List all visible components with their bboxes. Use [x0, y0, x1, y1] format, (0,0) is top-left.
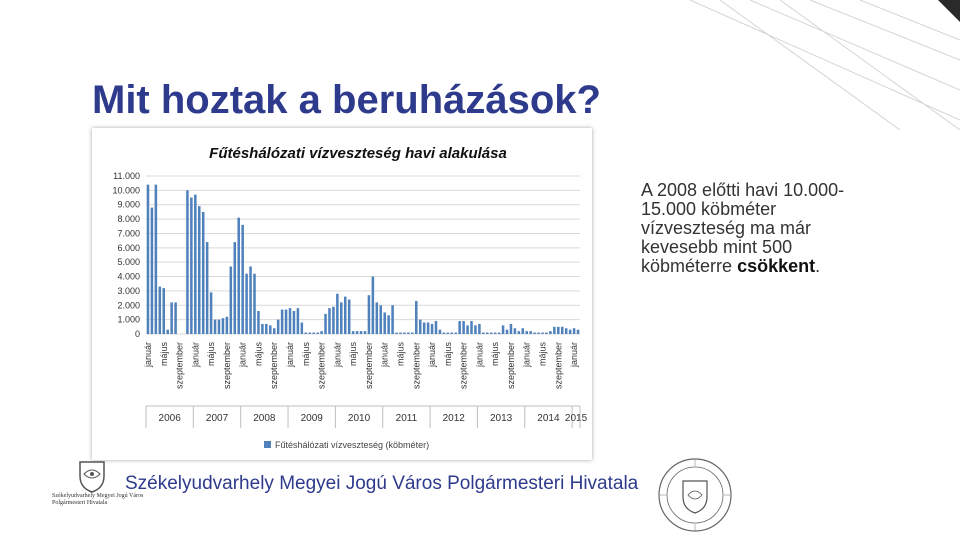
bar	[529, 331, 532, 334]
month-tick-label: szeptember	[363, 342, 374, 390]
year-label: 2007	[205, 413, 229, 424]
bar	[297, 308, 300, 334]
month-tick-label: szeptember	[553, 342, 564, 390]
bar	[494, 333, 497, 334]
year-label: 2008	[253, 413, 276, 424]
month-tick-label: január	[521, 342, 532, 368]
bar	[285, 310, 288, 334]
bar	[458, 321, 461, 334]
bar	[202, 212, 205, 334]
month-tick-label: május	[537, 342, 548, 367]
slide-title: Mit hoztak a beruházások?	[92, 78, 601, 122]
bar	[431, 324, 434, 334]
bar	[573, 328, 576, 334]
bar	[198, 206, 201, 334]
bar-series	[147, 185, 580, 334]
bar	[514, 328, 517, 334]
year-label: 2006	[158, 413, 181, 424]
bar	[498, 333, 501, 334]
bar	[320, 331, 323, 334]
bar	[245, 274, 248, 334]
y-tick-label: 0	[134, 329, 140, 339]
bar	[502, 325, 505, 334]
bar	[439, 330, 442, 334]
bar	[577, 330, 580, 334]
bar	[332, 307, 335, 334]
bar	[257, 311, 260, 334]
bar	[557, 327, 560, 334]
month-tick-label: szeptember	[269, 342, 280, 390]
bar	[541, 333, 544, 334]
month-tick-label: január	[237, 342, 248, 368]
bar	[454, 333, 457, 334]
y-tick-label: 3.000	[117, 285, 140, 296]
bar	[352, 331, 355, 334]
bar	[194, 195, 197, 334]
chart-container	[92, 128, 592, 460]
legend	[264, 440, 429, 450]
bar	[190, 198, 193, 334]
bar	[451, 333, 454, 334]
month-tick-label: január	[569, 342, 580, 368]
month-tick-label: január	[332, 342, 343, 368]
bar	[305, 333, 308, 334]
bar	[478, 324, 481, 334]
month-tick-label: május	[490, 342, 501, 367]
summary-main: A 2008 előtti havi 10.000-15.000 köbméter vízveszteség ma már kevesebb mint 500 köbméterre	[641, 180, 845, 276]
bar	[490, 333, 493, 334]
bar	[277, 320, 280, 334]
water-loss-bar-chart	[92, 128, 592, 460]
bar	[218, 320, 221, 334]
bar	[316, 333, 319, 334]
month-tick-label: január	[379, 342, 390, 368]
bar	[466, 325, 469, 334]
bar	[324, 314, 327, 334]
bar	[364, 331, 367, 334]
bar	[569, 330, 572, 334]
bar	[360, 331, 363, 334]
bar	[301, 323, 304, 334]
month-tick-label: január	[142, 342, 153, 368]
decorative-lines	[660, 0, 960, 130]
bar	[423, 323, 426, 334]
chart-title: Fűtéshálózati vízveszteség havi alakulása	[209, 145, 507, 162]
summary-tail: .	[815, 256, 821, 276]
bar	[312, 333, 315, 334]
bar	[510, 324, 513, 334]
bar	[553, 327, 556, 334]
bar	[462, 321, 465, 334]
bar	[340, 302, 343, 334]
bar	[174, 302, 177, 334]
bar	[261, 324, 264, 334]
y-tick-label: 4.000	[117, 271, 140, 282]
bar	[506, 330, 509, 334]
bar	[186, 190, 189, 334]
year-label: 2013	[489, 413, 513, 424]
y-tick-label: 2.000	[117, 300, 140, 311]
month-tick-label: május	[442, 342, 453, 367]
y-tick-label: 5.000	[117, 257, 140, 268]
bar	[376, 302, 379, 334]
legend-label: Fűtéshálózati vízveszteség (köbméter)	[275, 440, 430, 450]
bar	[159, 287, 162, 334]
y-axis	[112, 171, 140, 339]
bar	[565, 328, 568, 334]
month-tick-label: szeptember	[505, 342, 516, 390]
coat-of-arms-icon	[72, 458, 112, 494]
bar	[253, 274, 256, 334]
bar	[348, 300, 351, 334]
bar	[407, 333, 410, 334]
month-tick-label: május	[206, 342, 217, 367]
y-tick-label: 9.000	[117, 199, 140, 210]
y-tick-label: 11.000	[113, 171, 140, 181]
x-axis-years	[146, 406, 588, 428]
bar	[147, 185, 150, 334]
bar	[474, 325, 477, 334]
y-tick-label: 10.000	[112, 185, 140, 196]
bar	[419, 320, 422, 334]
bar	[368, 295, 371, 334]
bar	[447, 333, 450, 334]
month-tick-label: szeptember	[221, 342, 232, 390]
y-tick-label: 8.000	[117, 214, 140, 225]
bar	[356, 331, 359, 334]
bar	[308, 333, 311, 334]
summary-text	[641, 181, 881, 276]
bar	[222, 318, 225, 334]
bar	[435, 321, 438, 334]
bar	[411, 333, 414, 334]
bar	[234, 242, 237, 334]
corner-triangle	[938, 0, 960, 22]
bar	[170, 302, 173, 334]
bar	[336, 294, 339, 334]
bar	[210, 292, 213, 334]
month-tick-label: szeptember	[316, 342, 327, 390]
month-tick-label: május	[395, 342, 406, 367]
y-tick-label: 7.000	[117, 228, 140, 239]
bar	[525, 331, 528, 334]
month-tick-label: január	[285, 342, 296, 368]
footer-text: Székelyudvarhely Megyei Jogú Város Polgármesteri Hivatala	[125, 473, 639, 494]
bar	[482, 333, 485, 334]
bar	[269, 325, 272, 334]
bar	[151, 208, 154, 334]
month-tick-label: január	[427, 342, 438, 368]
bar	[273, 328, 276, 334]
month-tick-label: január	[190, 342, 201, 368]
bar	[470, 321, 473, 334]
bar	[415, 301, 418, 334]
bar	[443, 333, 446, 334]
bar	[486, 333, 489, 334]
bar	[289, 308, 292, 334]
bar	[533, 333, 536, 334]
left-logo-caption-line1: Székelyudvarhely Megyei Jogú Város	[52, 493, 144, 499]
bar	[427, 323, 430, 334]
legend-swatch	[264, 441, 271, 448]
bar	[383, 312, 386, 334]
bar	[281, 310, 284, 334]
left-logo-caption	[52, 493, 143, 507]
bar	[265, 324, 268, 334]
bar	[226, 317, 229, 334]
month-tick-label: május	[158, 342, 169, 367]
city-seal-icon	[650, 455, 740, 535]
bar	[518, 331, 521, 334]
bar	[230, 266, 233, 334]
month-tick-label: január	[474, 342, 485, 368]
bar	[403, 333, 406, 334]
bar	[522, 328, 525, 334]
bar	[237, 218, 240, 334]
x-axis-months	[143, 342, 579, 390]
bar	[387, 315, 390, 334]
y-tick-label: 6.000	[117, 242, 140, 253]
bar	[399, 333, 402, 334]
month-tick-label: május	[300, 342, 311, 367]
bar	[166, 330, 169, 334]
bar	[206, 242, 209, 334]
bar	[537, 333, 540, 334]
bar	[395, 333, 398, 334]
bar	[379, 305, 382, 334]
year-label: 2012	[442, 413, 465, 424]
bar	[545, 333, 548, 334]
bar	[372, 277, 375, 334]
bar	[344, 297, 347, 334]
month-tick-label: május	[348, 342, 359, 367]
month-tick-label: szeptember	[174, 342, 185, 390]
bar	[249, 266, 252, 334]
bar	[391, 305, 394, 334]
year-label: 2014	[537, 413, 560, 424]
bar	[241, 225, 244, 334]
year-label: 2010	[347, 413, 371, 424]
year-label: 2015	[564, 413, 588, 424]
bar	[561, 327, 564, 334]
bar	[549, 331, 552, 334]
year-label: 2009	[300, 413, 323, 424]
y-tick-label: 1.000	[117, 314, 140, 325]
bar	[214, 320, 217, 334]
bar	[293, 311, 296, 334]
bar	[162, 288, 165, 334]
bar	[155, 185, 158, 334]
month-tick-label: szeptember	[411, 342, 422, 390]
bar	[328, 308, 331, 334]
month-tick-label: május	[253, 342, 264, 367]
summary-bold: csökkent	[737, 256, 816, 276]
year-label: 2011	[395, 413, 418, 424]
left-logo-caption-line2: Polgármesteri Hivatala	[52, 500, 108, 506]
month-tick-label: szeptember	[458, 342, 469, 390]
